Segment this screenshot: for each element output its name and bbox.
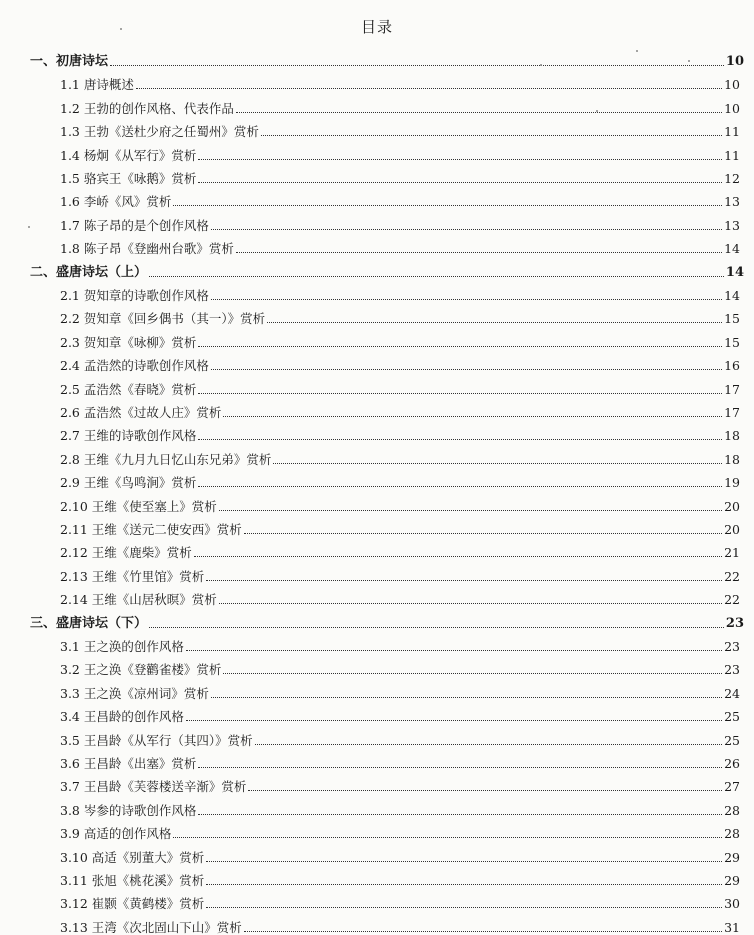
entry-label: 3.6 王昌龄《出塞》赏析 [60,756,197,771]
page-number: 25 [724,709,740,725]
page-number: 23 [725,615,744,631]
entry-label: 2.6 孟浩然《过故人庄》赏析 [60,405,222,420]
page-number: 17 [724,405,740,420]
section-label: 二、盛唐诗坛（上） [30,264,148,280]
page-number: 28 [724,826,740,842]
dot-leader [211,369,722,370]
entry-label: 2.14 王维《山居秋暝》赏析 [60,592,217,608]
toc-entry[interactable] [60,69,740,92]
entry-label: 1.1 唐诗概述 [60,77,134,93]
dot-leader [149,627,724,628]
entry-label: 2.4 孟浩然的诗歌创作风格 [60,358,209,374]
toc-entry[interactable] [60,631,740,654]
dot-leader [173,837,722,838]
toc-entry[interactable] [60,327,740,350]
dot-leader [198,439,722,440]
dot-leader [186,650,722,651]
dot-leader [273,463,722,464]
dot-leader [198,393,722,394]
toc-entry[interactable] [60,303,740,326]
entry-label: 3.4 王昌龄的创作风格 [60,709,184,725]
toc-title: 目录 [360,18,393,36]
toc-entry[interactable] [60,584,740,607]
toc-entry[interactable] [60,420,740,443]
page-number: 29 [724,873,740,888]
page-number: 14 [724,288,740,303]
entry-label: 1.2 王勃的创作风格、代表作品 [60,100,234,116]
entry-label: 2.3 贺知章《咏柳》赏析 [60,334,197,350]
toc-entry[interactable] [60,701,740,724]
dot-leader [206,884,722,885]
page-number: 27 [724,779,740,795]
dot-leader [198,159,722,160]
page-number: 14 [725,264,744,280]
dot-leader [186,720,722,721]
toc-entry[interactable] [60,233,740,256]
entry-label: 3.7 王昌龄《芙蓉楼送辛渐》赏析 [60,779,247,795]
toc-entry[interactable] [60,140,740,163]
entry-label: 3.5 王昌龄《从军行（其四）》赏析 [60,732,253,748]
dot-leader [261,135,722,136]
toc-entry[interactable] [60,491,740,514]
page-number: 15 [724,334,740,350]
toc-entry[interactable] [60,537,740,560]
toc-entry[interactable] [60,818,740,841]
dot-leader [198,767,722,768]
toc-entry[interactable] [60,748,740,771]
entry-label: 1.7 陈子昂的是个创作风格 [60,217,209,233]
page-number: 23 [724,639,740,654]
page-number: 19 [724,475,740,491]
page-number: 24 [724,685,740,701]
dot-leader [206,907,722,908]
toc-entry[interactable] [60,210,740,233]
page-number: 29 [724,849,740,865]
page-number: 26 [724,756,740,771]
dot-leader [136,88,722,89]
page-number: 22 [724,592,740,608]
page-number: 25 [724,732,740,748]
entry-label: 3.1 王之涣的创作风格 [60,639,184,654]
entry-label: 2.10 王维《使至塞上》赏析 [60,498,217,514]
page-number: 28 [724,802,740,818]
entry-label: 1.4 杨炯《从军行》赏析 [60,147,197,163]
page-number: 10 [725,54,744,69]
page-number: 15 [724,311,740,327]
toc-entry[interactable] [60,163,740,186]
entry-label: 2.2 贺知章《回乡偶书（其一）》赏析 [60,311,266,327]
page-number: 13 [724,194,740,210]
dot-leader [267,322,722,323]
dot-leader [211,299,722,300]
toc-entry[interactable] [60,725,740,748]
entry-label: 3.3 王之涣《凉州词》赏析 [60,685,209,701]
toc-entry[interactable] [60,93,740,116]
entry-label: 1.6 李峤《风》赏析 [60,194,172,210]
section-label: 三、盛唐诗坛（下） [30,615,148,631]
dot-leader [244,533,722,534]
dot-leader [255,744,722,745]
toc-entry[interactable] [60,654,740,677]
entry-label: 3.8 岑参的诗歌创作风格 [60,802,197,818]
page-number: 17 [724,381,740,397]
toc-entry[interactable] [60,795,740,818]
page-number: 20 [724,522,740,537]
toc-entry[interactable] [60,116,740,139]
entry-label: 2.5 孟浩然《春晓》赏析 [60,381,197,397]
entry-label: 2.7 王维的诗歌创作风格 [60,428,197,444]
entry-label: 3.12 崔颢《黄鹤楼》赏析 [60,896,205,912]
entry-label: 1.3 王勃《送杜少府之任蜀州》赏析 [60,124,259,140]
page-number: 14 [724,241,740,257]
dot-leader [206,580,722,581]
entry-label: 3.13 王湾《次北固山下山》赏析 [60,919,242,935]
toc-entry[interactable] [60,186,740,209]
page-number: 18 [724,428,740,444]
toc-entry[interactable] [60,280,740,303]
toc-entry[interactable] [60,865,740,888]
entry-label: 2.13 王维《竹里馆》赏析 [60,568,205,584]
dot-leader [110,65,724,66]
toc-section[interactable] [30,257,744,280]
toc-entry[interactable] [60,397,740,420]
dot-leader [248,790,722,791]
entry-label: 2.1 贺知章的诗歌创作风格 [60,288,209,303]
page-number: 10 [724,100,740,116]
scan-speck [636,50,638,52]
dot-leader [194,556,722,557]
toc-entry[interactable] [60,561,740,584]
page-number: 23 [724,662,740,678]
scan-speck [688,60,690,62]
entry-label: 2.12 王维《鹿柴》赏析 [60,545,192,561]
page-number: 13 [724,217,740,233]
page-number: 10 [724,77,740,93]
page-number: 30 [724,896,740,912]
toc-entry[interactable] [60,374,740,397]
entry-label: 2.11 王维《送元二使安西》赏析 [60,522,242,537]
dot-leader [223,416,722,417]
toc-entry[interactable] [60,888,740,911]
page-number: 21 [724,545,740,561]
entry-label: 1.8 陈子昂《登幽州台歌》赏析 [60,241,234,257]
dot-leader [236,252,722,253]
scan-speck [120,28,122,30]
page-number: 31 [724,919,740,935]
entry-label: 3.10 高适《别董大》赏析 [60,849,205,865]
dot-leader [173,205,722,206]
page-number: 16 [724,358,740,374]
page-number: 11 [724,147,740,163]
toc-entry[interactable] [60,842,740,865]
toc-entry[interactable] [60,467,740,490]
dot-leader [149,276,724,277]
toc-entry[interactable] [60,350,740,373]
toc-entry[interactable] [60,912,740,935]
section-label: 一、初唐诗坛 [30,54,109,69]
entry-label: 3.9 高适的创作风格 [60,826,172,842]
entry-label: 1.5 骆宾王《咏鹅》赏析 [60,171,197,186]
dot-leader [211,229,722,230]
dot-leader [211,697,722,698]
dot-leader [219,603,722,604]
dot-leader [198,182,722,183]
entry-label: 3.11 张旭《桃花溪》赏析 [60,873,205,888]
dot-leader [198,346,722,347]
page-number: 12 [724,171,740,186]
page-number: 18 [724,451,740,467]
page-number: 20 [724,498,740,514]
dot-leader [236,112,722,113]
toc-entry[interactable] [60,771,740,794]
entry-label: 2.8 王维《九月九日忆山东兄弟》赏析 [60,451,272,467]
page-number: 22 [724,568,740,584]
toc-section[interactable] [30,608,744,631]
scan-speck [540,64,542,66]
entry-label: 2.9 王维《鸟鸣涧》赏析 [60,475,197,491]
dot-leader [223,673,722,674]
entry-label: 3.2 王之涣《登鹳雀楼》赏析 [60,662,222,678]
scan-speck [28,226,30,228]
dot-leader [219,510,722,511]
dot-leader [198,814,722,815]
page-number: 11 [724,124,740,140]
toc-entry[interactable] [60,444,740,467]
dot-leader [198,486,722,487]
scan-speck [596,110,598,112]
toc-entry[interactable] [60,514,740,537]
dot-leader [206,861,722,862]
toc-entry[interactable] [60,678,740,701]
